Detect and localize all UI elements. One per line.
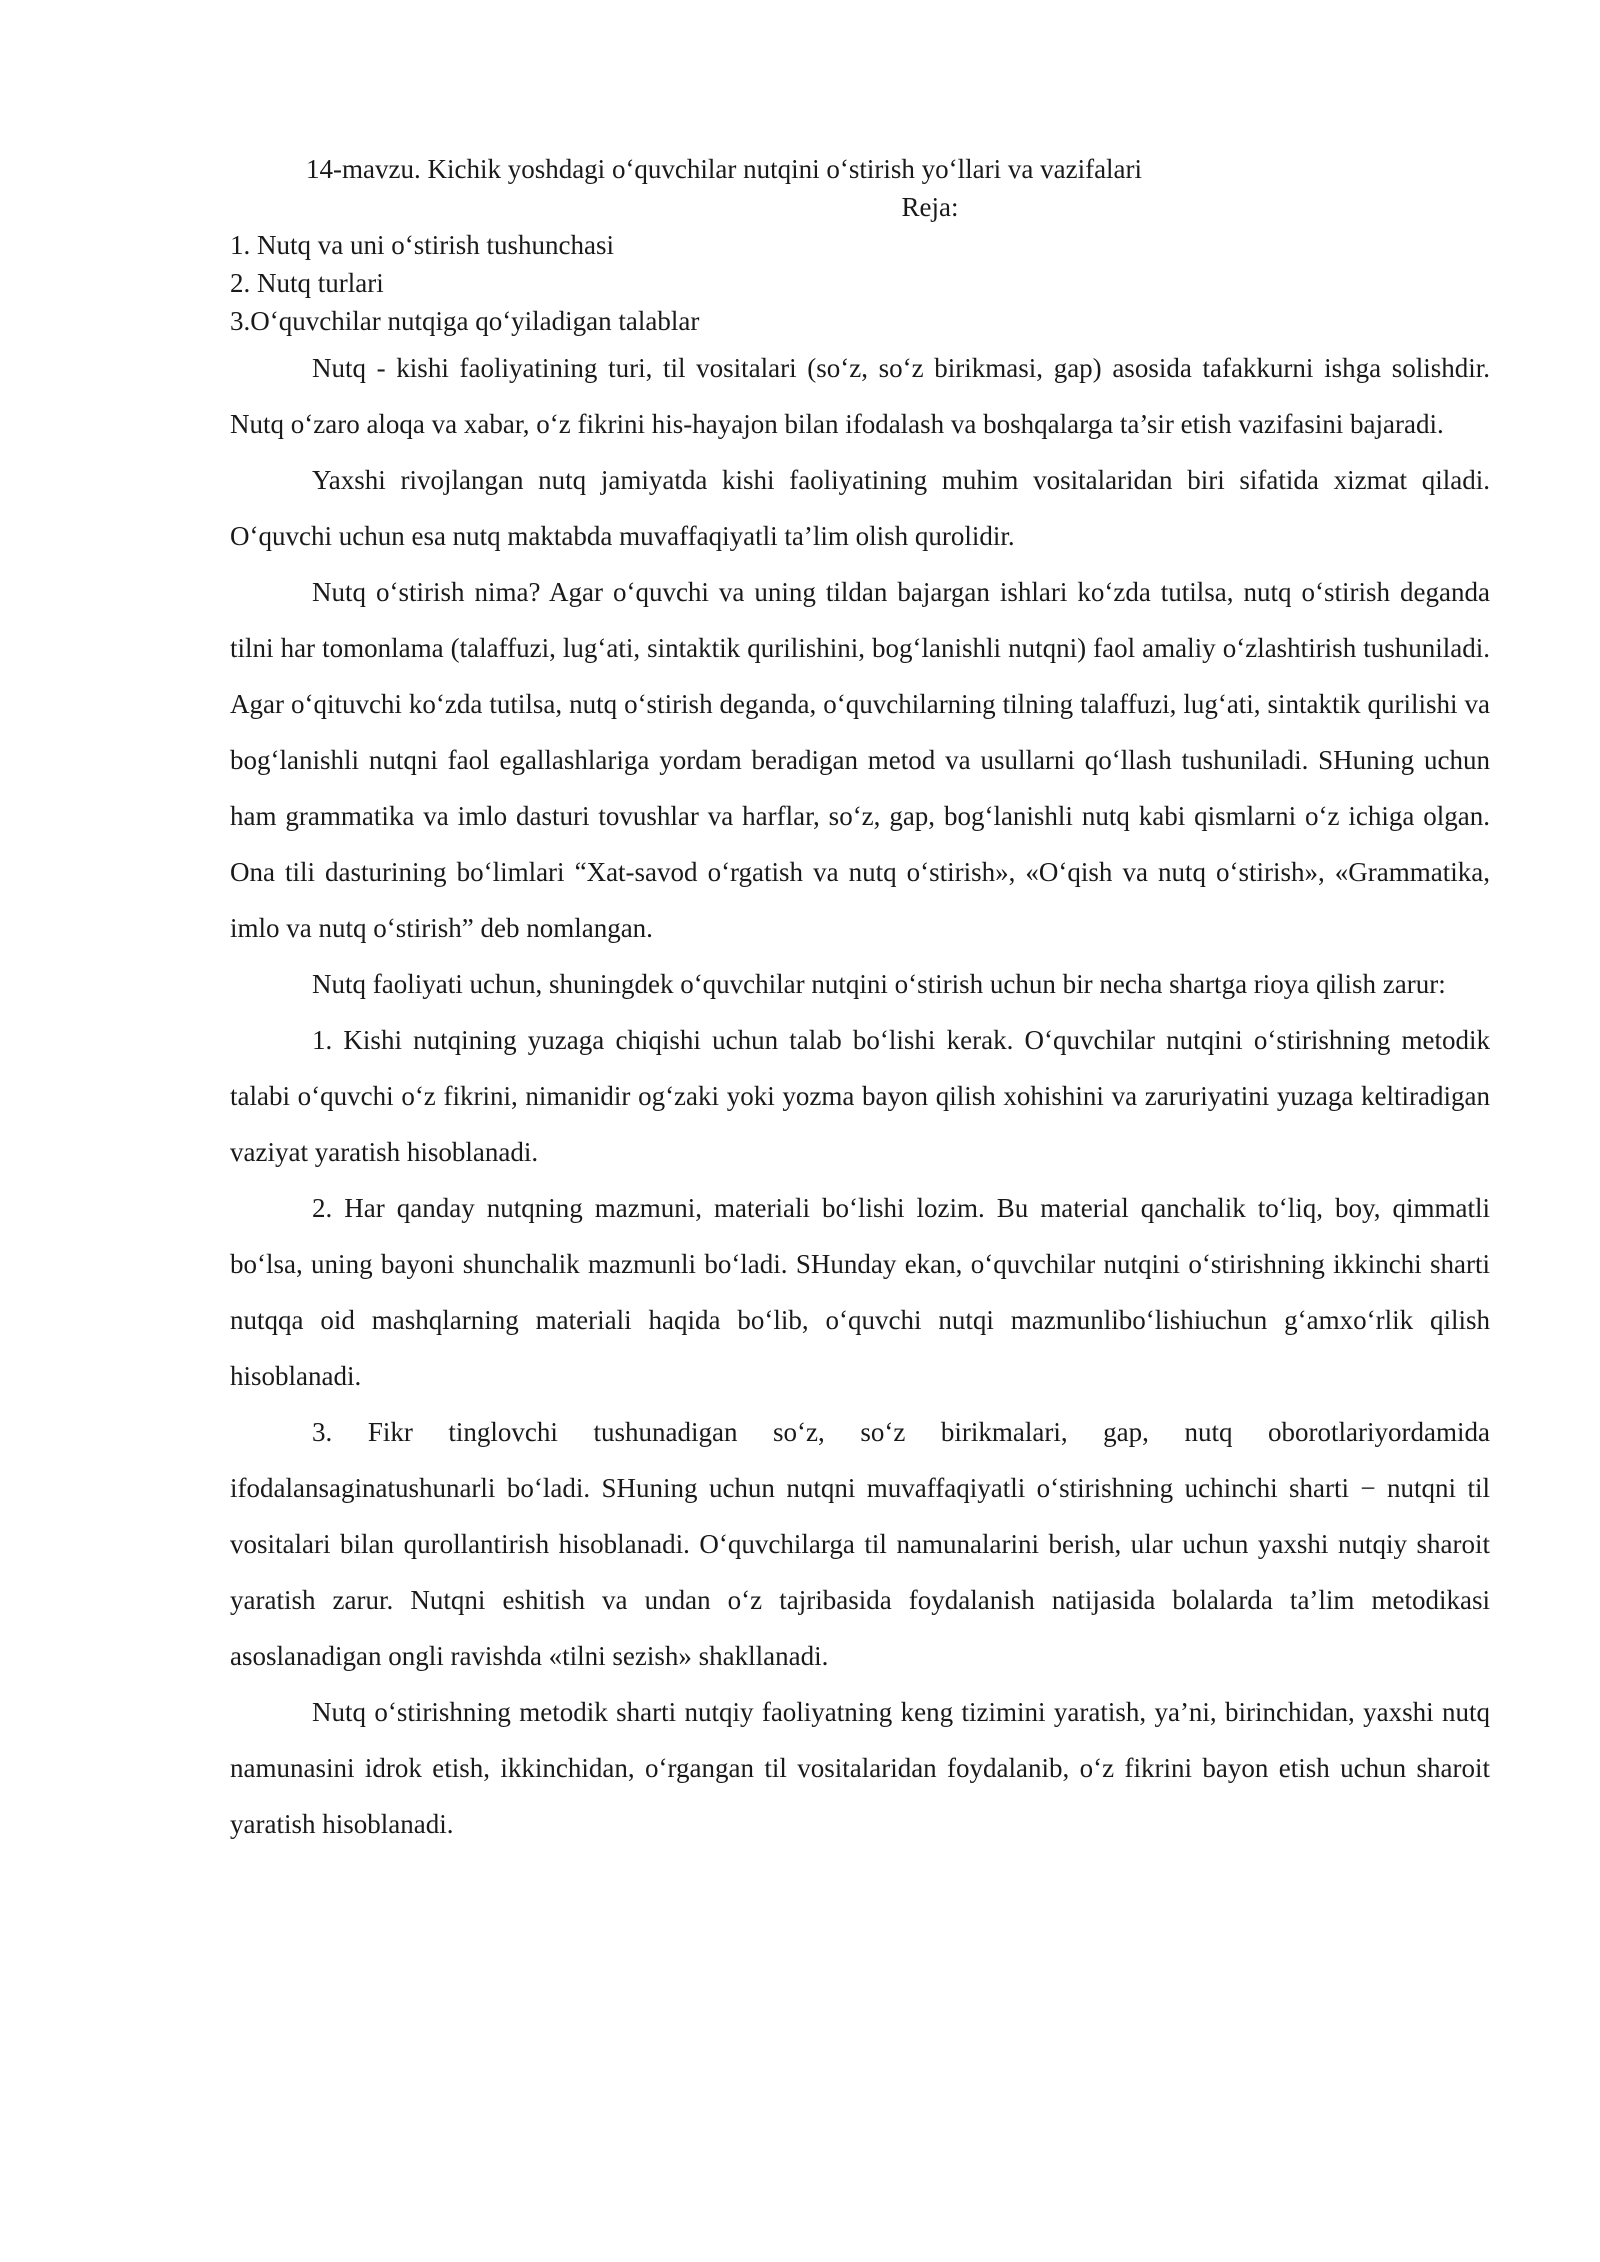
paragraph: Nutq - kishi faoliyatining turi, til vositalari (so‘z, so‘z birikmasi, gap) asosida tafakkurni ishga solishdir. Nutq o‘zaro aloqa va xabar, o‘z fikrini his-hayajon bilan ifodalash va boshqalarga ta’sir etish vazifasini bajaradi. [230,353,1490,439]
page-title: 14-mavzu. Kichik yoshdagi o‘quvchilar nutqini o‘stirish yo‘llari va vazifalari [306,154,1143,184]
plan-item: 3.O‘quvchilar nutqiga qo‘yiladigan talablar [230,306,700,336]
paragraph: 3. Fikr tinglovchi tushunadigan so‘z, so‘z birikmalari, gap, nutq oborotlariyordamida ifodalansaginatushunarli bo‘ladi. SHuning uchun nutqni muvaffaqiyatli o‘stirishning uchinchi sharti − nutqni til vositalari bilan qurollantirish hisoblanadi. O‘quvchilarga til namunalarini berish, ular uchun yaxshi nutqiy sharoit yaratish zarur. Nutqni eshitish va undan o‘z tajribasida foydalanish natijasida bolalarda ta’lim metodikasi asoslanadigan ongli ravishda «tilni sezish» shakllanadi. [230,1417,1490,1671]
plan-item: 1. Nutq va uni o‘stirish tushunchasi [230,230,614,260]
document-page [230,150,1490,1852]
plan-item: 2. Nutq turlari [230,268,384,298]
paragraph: 2. Har qanday nutqning mazmuni, materiali bo‘lishi lozim. Bu material qanchalik to‘liq, boy, qimmatli bo‘lsa, uning bayoni shunchalik mazmunli bo‘ladi. SHunday ekan, o‘quvchilar nutqini o‘stirishning ikkinchi sharti nutqqa oid mashqlarning materiali haqida bo‘lib, o‘quvchi nutqi mazmunlibo‘lishiuchun g‘amxo‘rlik qilish hisoblanadi. [230,1193,1490,1391]
paragraph: 1. Kishi nutqining yuzaga chiqishi uchun talab bo‘lishi kerak. O‘quvchilar nutqini o‘stirishning metodik talabi o‘quvchi o‘z fikrini, nimanidir og‘zaki yoki yozma bayon qilish xohishini va zaruriyatini yuzaga keltiradigan vaziyat yaratish hisoblanadi. [230,1025,1490,1167]
document-body [230,340,1490,1852]
plan-heading: Reja: [901,192,959,222]
paragraph: Nutq o‘stirishning metodik sharti nutqiy faoliyatning keng tizimini yaratish, ya’ni, birinchidan, yaxshi nutq namunasini idrok etish, ikkinchidan, o‘rgangan til vositalaridan foydalanib, o‘z fikrini bayon etish uchun sharoit yaratish hisoblanadi. [230,1697,1490,1839]
paragraph: Nutq o‘stirish nima? Agar o‘quvchi va uning tildan bajargan ishlari ko‘zda tutilsa, nutq o‘stirish deganda tilni har tomonlama (talaffuzi, lug‘ati, sintaktik qurilishini, bog‘lanishli nutqni) faol amaliy o‘zlashtirish tushuniladi. Agar o‘qituvchi ko‘zda tutilsa, nutq o‘stirish deganda, o‘quvchilarning tilning talaffuzi, lug‘ati, sintaktik qurilishi va bog‘lanishli nutqni faol egallashlariga yordam beradigan metod va usullarni qo‘llash tushuniladi. SHuning uchun ham grammatika va imlo dasturi tovushlar va harflar, so‘z, gap, bog‘lanishli nutq kabi qismlarni o‘z ichiga olgan. Ona tili dasturining bo‘limlari “Xat-savod o‘rgatish va nutq o‘stirish», «O‘qish va nutq o‘stirish», «Grammatika, imlo va nutq o‘stirish” deb nomlangan. [230,577,1490,943]
plan-list [230,226,1490,340]
paragraph: Yaxshi rivojlangan nutq jamiyatda kishi faoliyatining muhim vositalaridan biri sifatida xizmat qiladi. O‘quvchi uchun esa nutq maktabda muvaffaqiyatli ta’lim olish qurolidir. [230,465,1490,551]
paragraph: Nutq faoliyati uchun, shuningdek o‘quvchilar nutqini o‘stirish uchun bir necha shartga rioya qilish zarur: [312,969,1446,999]
